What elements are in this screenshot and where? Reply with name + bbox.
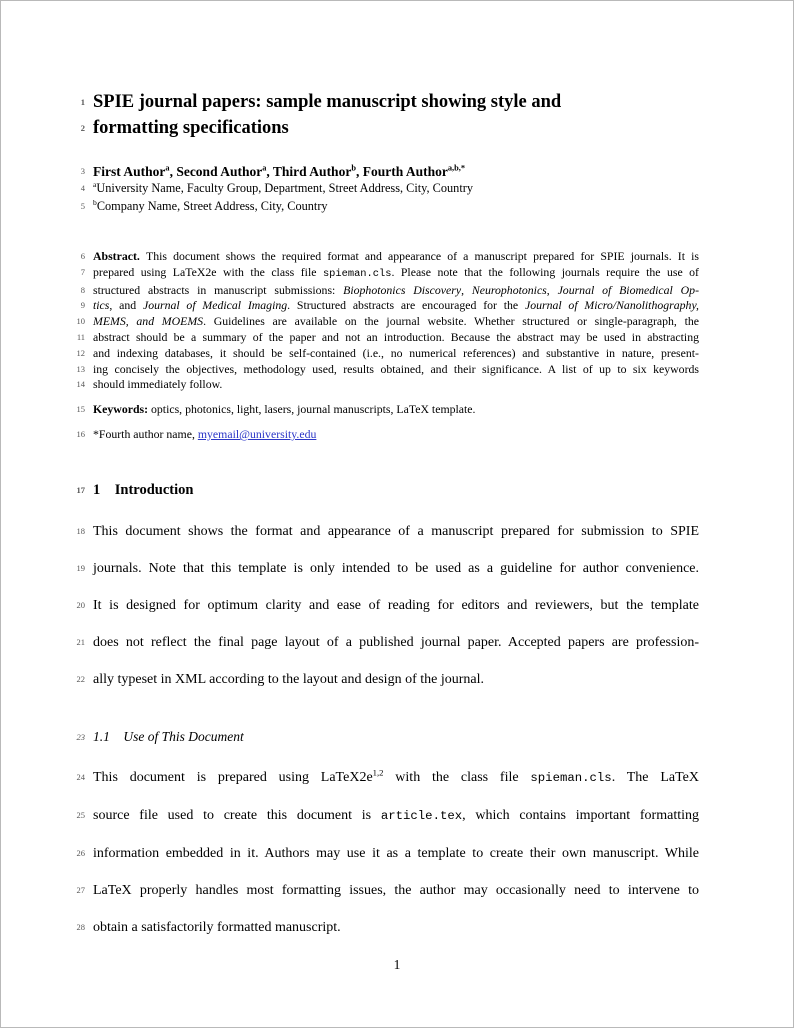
- abstract-line: [76, 361, 699, 378]
- text-run: Journal of Medical Imaging: [142, 298, 288, 313]
- abstract-line-text: [93, 346, 699, 362]
- body-line: [76, 624, 699, 661]
- superscript: b: [351, 163, 356, 173]
- text-run: , which contains important formatting: [462, 807, 699, 823]
- abstract-line-text: [93, 330, 699, 346]
- text-run: Journal of Micro/Nanolithography,: [524, 298, 699, 313]
- abstract-line-text: [93, 314, 699, 330]
- text-run: with the class file: [383, 769, 531, 785]
- line-number: 5: [80, 200, 85, 211]
- line-number: 1: [80, 97, 85, 107]
- text-run: , and: [109, 298, 143, 313]
- affiliation-line-text: [93, 180, 699, 198]
- abstract-line-text: [93, 265, 699, 283]
- superscript: a: [165, 163, 170, 173]
- body-line-text: [93, 587, 699, 624]
- body-line: [76, 587, 699, 624]
- text-run: abstract should be a summary of the paper and not an introduction. Because the abstract may be used in abstracting: [93, 329, 699, 344]
- superscript: a,b,*: [447, 163, 466, 173]
- line-number: 8: [80, 284, 85, 295]
- text-run: LaTeX properly handles most formatting issues, the author may occasionally need to intervene to: [93, 882, 699, 898]
- line-number: 13: [76, 363, 85, 374]
- body-line: [76, 513, 699, 550]
- text-run: SPIE journal papers: sample manuscript showing style and: [93, 92, 562, 112]
- body-line: [76, 759, 699, 797]
- text-run: Neurophotonics: [471, 282, 547, 297]
- superscript: b: [93, 197, 97, 207]
- text-run: Abstract.: [93, 249, 140, 263]
- title-line: [80, 89, 699, 115]
- subsection-heading-use-of-this-document: [76, 726, 699, 748]
- text-run: *Fourth author name,: [93, 426, 198, 441]
- text-run: and indexing databases, it should be self-contained (i.e., no numerical references) and substantive in nature, present-: [93, 345, 699, 360]
- body-line: [76, 909, 699, 946]
- text-run: should immediately follow.: [93, 377, 223, 392]
- body-line-text: [93, 835, 699, 872]
- body-line: [76, 661, 699, 698]
- line-number: 17: [76, 484, 85, 495]
- body-line-text: [93, 872, 699, 909]
- abstract-line: [80, 282, 699, 299]
- line-number: 3: [80, 166, 85, 176]
- section-heading-introduction: [76, 479, 699, 501]
- subsection-heading-use-of-this-document-text: [93, 726, 699, 748]
- authors-line-text: [93, 163, 699, 180]
- abstract-line-text: [93, 298, 699, 314]
- keywords-line-text: [93, 402, 699, 418]
- body-line: [76, 835, 699, 872]
- text-run: . The LaTeX: [611, 769, 699, 785]
- superscript: 1,2: [372, 767, 384, 778]
- line-number: 22: [76, 673, 85, 684]
- abstract-line: [80, 264, 699, 283]
- text-run: spieman.cls: [530, 770, 612, 785]
- section-heading-introduction-text: [93, 479, 699, 501]
- abstract-line: [80, 249, 699, 265]
- text-run: information embedded in it. Authors may use it as a template to create their own manuscript. While: [93, 845, 699, 861]
- body-line-text: [93, 759, 699, 797]
- text-run: structured abstracts in manuscript submissions:: [93, 282, 344, 297]
- title-line-text: [93, 115, 699, 141]
- text-run: formatting specifications: [93, 118, 289, 138]
- line-number: 15: [76, 404, 85, 415]
- text-run: does not reflect the final page layout of a published journal paper. Accepted papers are profession-: [93, 634, 699, 650]
- text-run: obtain a satisfactorily formatted manuscript.: [93, 919, 341, 935]
- line-number: 27: [76, 884, 85, 895]
- body-line-text: [93, 661, 699, 698]
- text-run: This document shows the format and appearance of a manuscript prepared for submission to SPIE: [93, 523, 699, 539]
- text-run: Journal of Biomedical Op-: [557, 282, 699, 297]
- text-run: . Structured abstracts are encouraged for the: [287, 298, 525, 313]
- text-run: spieman.cls: [322, 267, 392, 280]
- abstract-line: [76, 345, 699, 362]
- body-line: [76, 797, 699, 835]
- body-line-text: [93, 624, 699, 661]
- text-run: , Third Author: [266, 164, 352, 179]
- abstract-line: [76, 329, 699, 346]
- text-run: tics: [93, 298, 110, 313]
- line-number: 16: [76, 428, 85, 439]
- abstract-line-text: [93, 283, 699, 299]
- text-run: This document is prepared using LaTeX2e: [93, 769, 373, 785]
- title-line-text: [93, 89, 699, 115]
- body-line-text: [93, 909, 699, 946]
- text-run: . Please note that the following journals require the use of: [391, 264, 699, 279]
- text-run: It is designed for optimum clarity and ease of reading for editors and reviewers, but the template: [93, 597, 699, 613]
- body-line-text: [93, 797, 699, 835]
- line-number: 19: [76, 562, 85, 573]
- line-number: 21: [76, 636, 85, 647]
- body-line-text: [93, 513, 699, 550]
- text-run: , Second Author: [169, 164, 263, 179]
- text-run: MEMS, and MOEMS: [93, 314, 204, 329]
- text-run: University Name, Faculty Group, Department, Street Address, City, Country: [96, 181, 473, 195]
- text-run: . Guidelines are available on the journal website. Whether structured or single-paragraph, the: [203, 314, 699, 329]
- line-number: 7: [80, 266, 85, 277]
- line-number: 9: [80, 300, 85, 311]
- page-number: 1: [393, 957, 401, 972]
- text-run: Company Name, Street Address, City, Country: [96, 198, 328, 213]
- line-number: 18: [76, 525, 85, 536]
- body-line: [76, 550, 699, 587]
- title-line: [80, 115, 699, 141]
- text-run: , Fourth Author: [355, 164, 448, 179]
- abstract-line: [76, 314, 699, 330]
- document-lines: [76, 89, 699, 946]
- line-number: 2: [80, 123, 85, 133]
- text-run: 1 Introduction: [93, 481, 194, 498]
- line-number: 11: [76, 331, 85, 342]
- text-run: ,: [546, 282, 558, 297]
- text-run: source file used to create this document is: [93, 807, 381, 823]
- superscript: a: [93, 179, 97, 189]
- line-number: 14: [76, 379, 85, 390]
- text-run: prepared using LaTeX2e with the class file: [93, 264, 323, 279]
- line-number: 25: [76, 809, 85, 820]
- line-number: 20: [76, 599, 85, 610]
- line-number: 26: [76, 847, 85, 858]
- abstract-line: [80, 298, 699, 314]
- text-run: ing concisely the objectives, methodology used, results obtained, and their significance. A list of up to six keywords: [93, 361, 699, 376]
- line-number: 24: [76, 771, 85, 782]
- body-line: [76, 872, 699, 909]
- affiliation-line-text: [93, 198, 699, 216]
- line-number: 4: [80, 183, 85, 193]
- text-run: Biophotonics Discovery: [343, 282, 462, 297]
- text-run: journals. Note that this template is only intended to be used as a guideline for author convenience.: [93, 560, 699, 576]
- text-run: ,: [461, 282, 472, 297]
- keywords-line: [76, 402, 699, 418]
- text-run: Keywords:: [93, 402, 149, 417]
- author-footnote: [76, 426, 699, 443]
- author-footnote-text: [93, 427, 699, 443]
- email-link[interactable]: myemail@university.edu: [197, 426, 317, 441]
- abstract-line-text: [93, 249, 699, 265]
- body-line-text: [93, 550, 699, 587]
- line-number: 28: [76, 921, 85, 932]
- abstract-line: [76, 377, 699, 393]
- text-run: article.tex: [380, 808, 463, 823]
- text-run: This document shows the required format and appearance of a manuscript prepared for SPIE journals. It is: [139, 249, 699, 263]
- line-number: 23: [76, 731, 85, 742]
- affiliation-line: [80, 179, 699, 198]
- text-run: optics, photonics, light, lasers, journal manuscripts, LaTeX template.: [148, 402, 476, 417]
- abstract-line-text: [93, 362, 699, 378]
- affiliation-line: [80, 197, 699, 216]
- line-number: 12: [76, 347, 85, 358]
- line-number: 10: [76, 316, 85, 327]
- text-run: First Author: [93, 164, 166, 179]
- text-run: ally typeset in XML according to the layout and design of the journal.: [93, 671, 484, 687]
- superscript: a: [262, 163, 267, 173]
- abstract-line-text: [93, 377, 699, 393]
- line-number: 6: [80, 251, 85, 261]
- text-run: 1.1 Use of This Document: [93, 728, 244, 744]
- authors-line: [80, 163, 699, 180]
